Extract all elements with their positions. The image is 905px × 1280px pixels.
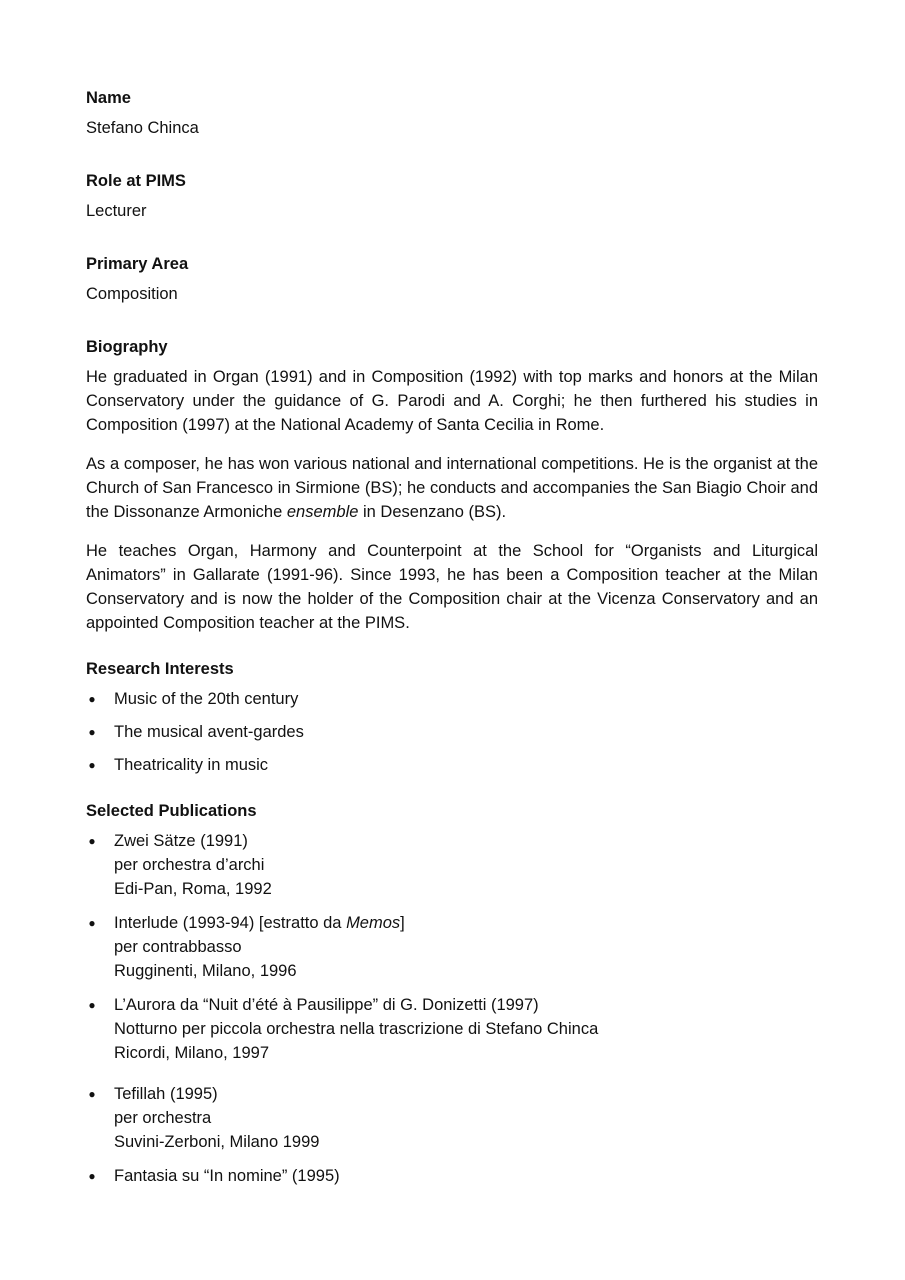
publication-instrumentation: per orchestra <box>114 1109 212 1127</box>
profile-content <box>86 86 818 1217</box>
biography-paragraph-2 <box>86 452 818 524</box>
publication-publisher: Ricordi, Milano, 1997 <box>114 1044 269 1062</box>
publication-title-italic: Memos <box>346 914 401 932</box>
publication-instrumentation: per orchestra d’archi <box>114 856 265 874</box>
research-heading: Research Interests <box>86 660 234 678</box>
bullet-dot-icon: ● <box>88 834 96 848</box>
publications-heading: Selected Publications <box>86 802 257 820</box>
publications-section <box>86 799 818 1188</box>
publication-instrumentation: per contrabbasso <box>114 938 242 956</box>
bullet-dot-icon: ● <box>88 692 96 706</box>
role-section <box>86 169 818 223</box>
biography-paragraph-2-italic: ensemble <box>286 503 359 521</box>
biography-section <box>86 335 818 635</box>
biography-heading: Biography <box>86 338 168 356</box>
bullet-dot-icon: ● <box>88 1087 96 1101</box>
publication-publisher: Rugginenti, Milano, 1996 <box>114 962 297 980</box>
publication-title: Tefillah (1995) <box>114 1085 218 1103</box>
bullet-dot-icon: ● <box>88 725 96 739</box>
bullet-dot-icon: ● <box>88 916 96 930</box>
name-value: Stefano Chinca <box>86 119 199 137</box>
bullet-dot-icon: ● <box>88 758 96 772</box>
name-section <box>86 86 818 140</box>
role-heading: Role at PIMS <box>86 172 186 190</box>
publication-title: L’Aurora da “Nuit d’été à Pausilippe” di G. Donizetti (1997) <box>114 996 539 1014</box>
publication-instrumentation: Notturno per piccola orchestra nella trascrizione di Stefano Chinca <box>114 1020 599 1038</box>
role-value: Lecturer <box>86 202 147 220</box>
research-item-label: Theatricality in music <box>114 756 269 774</box>
bullet-dot-icon: ● <box>88 998 96 1012</box>
publication-title: Zwei Sätze (1991) <box>114 832 248 850</box>
research-item-label: Music of the 20th century <box>114 690 299 708</box>
research-list <box>86 687 818 777</box>
list-item <box>86 1082 818 1154</box>
publication-publisher: Suvini-Zerboni, Milano 1999 <box>114 1133 320 1151</box>
biography-paragraph-2-end: in Desenzano (BS). <box>358 503 507 521</box>
biography-paragraph-2-text: As a composer, he has won various national and international competitions. He is the organist at the Church of San Francesco in Sirmione (BS); he conducts and accompanies the San Biagio Choir and the Dissonanze Armoniche <box>86 455 818 521</box>
publication-title: Fantasia su “In nomine” (1995) <box>114 1167 340 1185</box>
publication-title <box>114 911 818 935</box>
list-item <box>86 687 818 711</box>
primary-area-heading: Primary Area <box>86 255 189 273</box>
biography-paragraph-1: He graduated in Organ (1991) and in Composition (1992) with top marks and honors at the Milan Conservatory under the guidance of G. Parodi and A. Corghi; he then furthered his studies in Composition (1997) at the National Academy of Santa Cecilia in Rome. <box>86 368 818 434</box>
research-item-label: The musical avent-gardes <box>114 723 304 741</box>
research-section <box>86 657 818 777</box>
list-item <box>86 720 818 744</box>
primary-area-section <box>86 252 818 306</box>
biography-paragraph-3: He teaches Organ, Harmony and Counterpoint at the School for “Organists and Liturgical Animators” in Gallarate (1991-96). Since 1993, he has been a Composition teacher at the Milan Conservatory and is now the holder of the Composition chair at the Vicenza Conservatory and an appointed Composition teacher at the PIMS. <box>86 542 818 632</box>
publications-list <box>86 829 818 1188</box>
primary-area-value: Composition <box>86 285 178 303</box>
publication-title-end: ] <box>400 914 405 932</box>
publication-publisher: Edi-Pan, Roma, 1992 <box>114 880 272 898</box>
list-item <box>86 753 818 777</box>
name-heading: Name <box>86 89 131 107</box>
list-item <box>86 993 818 1065</box>
publication-title-text: Interlude (1993-94) [estratto da <box>114 914 347 932</box>
list-item <box>86 829 818 901</box>
bullet-dot-icon: ● <box>88 1169 96 1183</box>
list-item <box>86 911 818 983</box>
list-item <box>86 1164 818 1188</box>
